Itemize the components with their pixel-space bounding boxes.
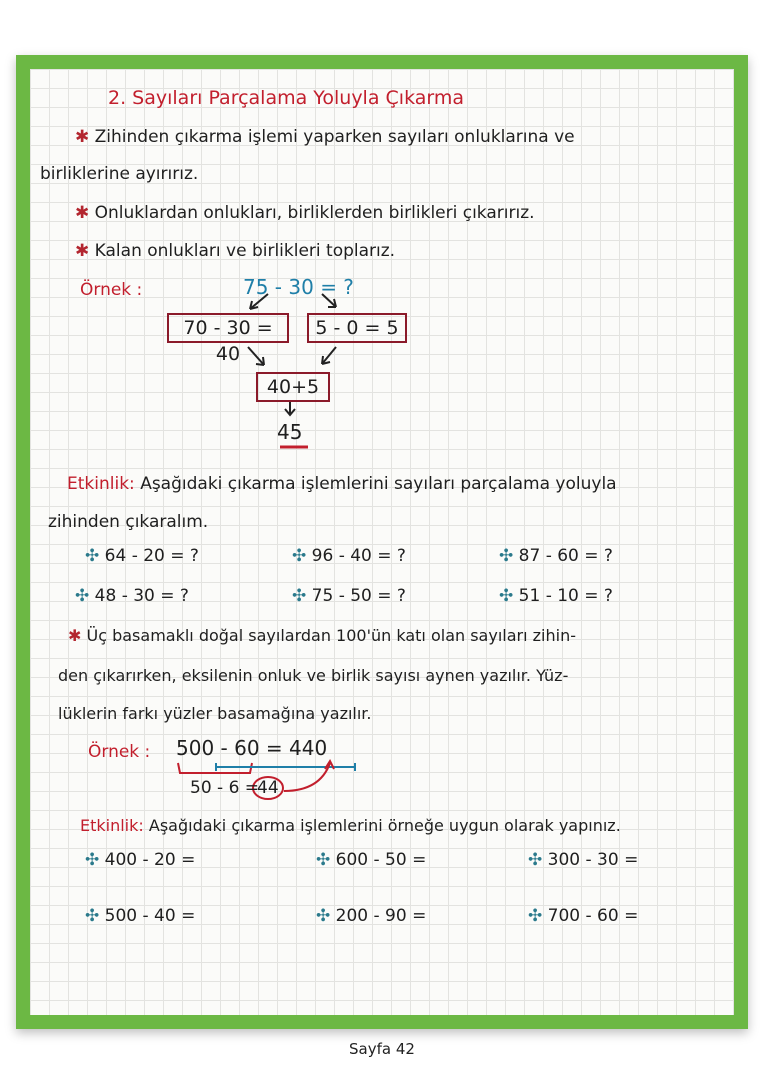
list-item: ✣ 400 - 20 = [85,850,196,870]
list-item: ✣ 500 - 40 = [85,906,196,926]
dots-bullet-icon: ✣ [75,586,90,606]
example-2-brackets [30,69,734,829]
example-result: 45 [277,420,303,444]
list-item: ✣ 64 - 20 = ? [85,546,199,566]
dots-bullet-icon: ✣ [499,546,514,566]
dots-bullet-icon: ✣ [85,850,100,870]
list-item: ✣ 300 - 30 = [528,850,639,870]
list-item: ✣ 48 - 30 = ? [75,586,189,606]
dots-bullet-icon: ✣ [292,546,307,566]
dots-bullet-icon: ✣ [85,546,100,566]
rule-1: ✱ Zihinden çıkarma işlemi yaparken sayıları onluklarına ve [75,127,575,147]
activity-1-cont: zihinden çıkaralım. [48,512,209,532]
list-item: ✣ 700 - 60 = [528,906,639,926]
dots-bullet-icon: ✣ [528,850,543,870]
circled-result: 44 [257,778,279,798]
worksheet-page [30,69,734,1015]
list-item: ✣ 87 - 60 = ? [499,546,613,566]
dots-bullet-icon: ✣ [316,906,331,926]
list-item: ✣ 200 - 90 = [316,906,427,926]
dots-bullet-icon: ✣ [499,586,514,606]
list-item: ✣ 51 - 10 = ? [499,586,613,606]
asterisk-icon: ✱ [75,203,90,223]
ones-box: 5 - 0 = 5 [307,313,407,343]
sum-box: 40+5 [256,372,330,402]
rule-1-cont: birliklerine ayırırız. [40,164,199,184]
page-number: Sayfa 42 [349,1040,415,1058]
dots-bullet-icon: ✣ [85,906,100,926]
example-label: Örnek : [80,280,143,300]
tens-box: 70 - 30 = 40 [167,313,289,343]
rule-3: ✱ Kalan onlukları ve birlikleri toplarız. [75,241,396,261]
list-item: ✣ 96 - 40 = ? [292,546,406,566]
example-problem: 75 - 30 = ? [243,275,354,299]
rule-hundreds-3: lüklerin farkı yüzler basamağına yazılır. [58,704,372,723]
page-title: 2. Sayıları Parçalama Yoluyla Çıkarma [108,87,465,109]
rule-hundreds-2: den çıkarırken, eksilenin onluk ve birlik sayısı aynen yazılır. Yüz- [58,666,569,685]
example-2-sub: 50 - 6 = [190,778,260,798]
dots-bullet-icon: ✣ [528,906,543,926]
list-item: ✣ 75 - 50 = ? [292,586,406,606]
list-item: ✣ 600 - 50 = [316,850,427,870]
example-2-equation: 500 - 60 = 440 [176,736,328,760]
activity-2-line: Etkinlik: Aşağıdaki çıkarma işlemlerini örneğe uygun olarak yapınız. [80,816,621,835]
asterisk-icon: ✱ [75,127,90,147]
activity-1-line: Etkinlik: Aşağıdaki çıkarma işlemlerini sayıları parçalama yoluyla [67,474,617,494]
dots-bullet-icon: ✣ [316,850,331,870]
dots-bullet-icon: ✣ [292,586,307,606]
rule-hundreds-1: ✱ Üç basamaklı doğal sayılardan 100'ün katı olan sayıları zihin- [68,626,576,645]
asterisk-icon: ✱ [68,626,82,645]
example-2-label: Örnek : [88,742,151,762]
asterisk-icon: ✱ [75,241,90,261]
rule-2: ✱ Onluklardan onlukları, birliklerden birlikleri çıkarırız. [75,203,535,223]
